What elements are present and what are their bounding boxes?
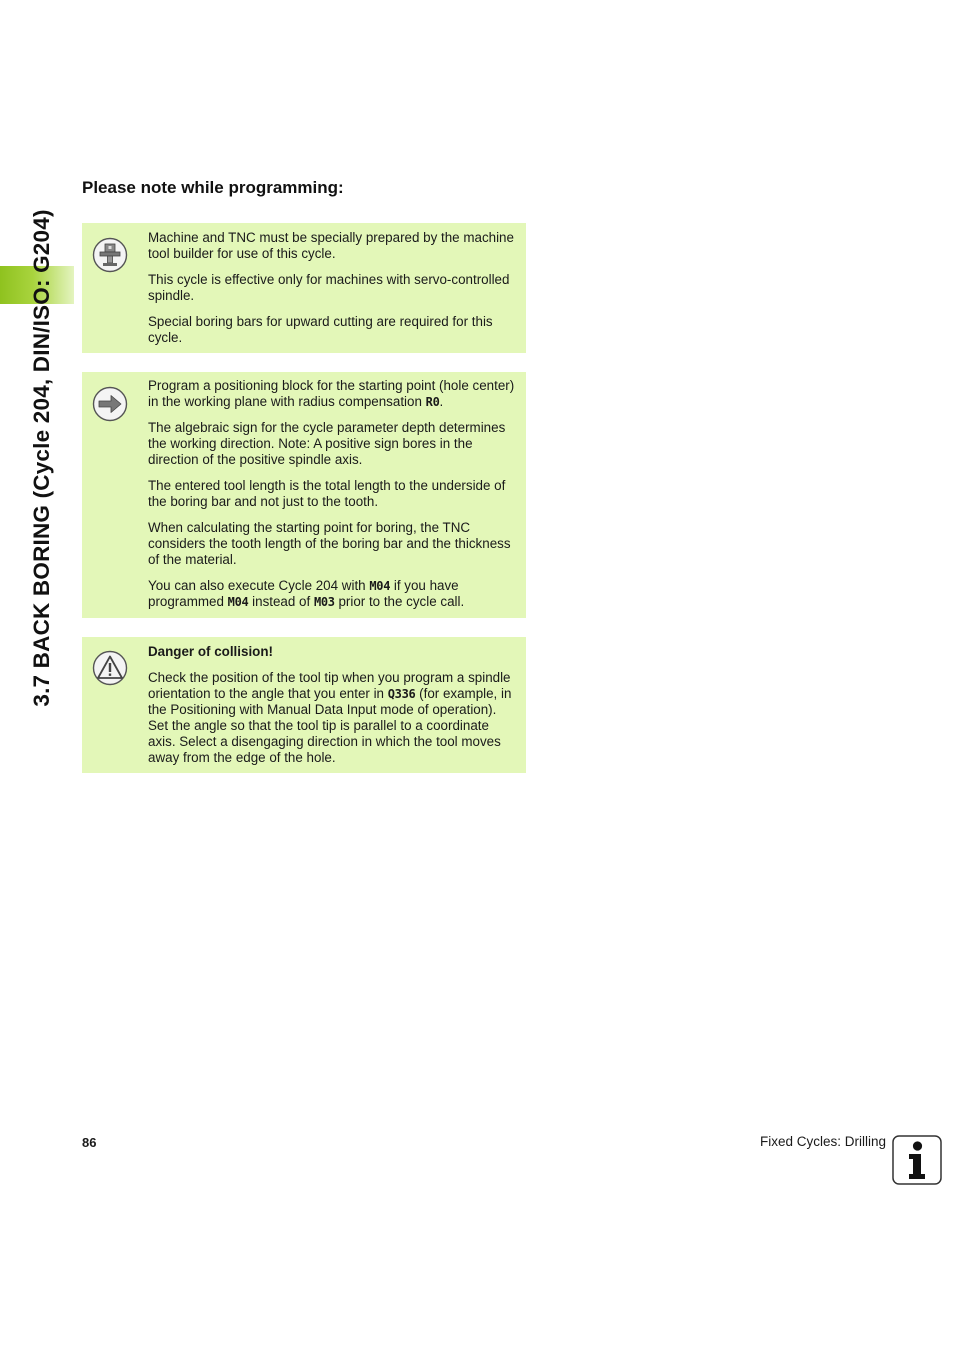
danger-note-paragraph bbox=[148, 670, 516, 766]
code-q336: Q336 bbox=[387, 687, 416, 701]
code-m03: M03 bbox=[313, 595, 335, 609]
text-run: instead of bbox=[248, 594, 314, 609]
page-number: 86 bbox=[82, 1135, 97, 1150]
text-run: Check the position of the tool tip when you program a spindle orientation to the angle that you enter in bbox=[148, 670, 511, 701]
text-run: You can also execute Cycle 204 with bbox=[148, 578, 370, 593]
chapter-title: Fixed Cycles: Drilling bbox=[759, 1134, 886, 1149]
programming-note-paragraph: The algebraic sign for the cycle parameter depth determines the working direction. Note: A positive sign bores in the direction of the positive spindle axis. bbox=[148, 420, 506, 467]
warning-icon bbox=[92, 650, 128, 686]
text-run: Program a positioning block for the starting point (hole center) in the working plane with radius compensation bbox=[148, 378, 515, 409]
machine-note bbox=[82, 223, 526, 353]
code-m04: M04 bbox=[369, 579, 391, 593]
code-m04: M04 bbox=[227, 595, 249, 609]
danger-title: Danger of collision! bbox=[148, 644, 273, 659]
arrow-right-icon bbox=[92, 386, 128, 422]
section-heading: Please note while programming: bbox=[82, 178, 344, 197]
text-run: . bbox=[439, 394, 444, 409]
machine-icon bbox=[92, 237, 128, 273]
machine-note-paragraph: Special boring bars for upward cutting are required for this cycle. bbox=[148, 314, 493, 345]
programming-note-paragraph: The entered tool length is the total length to the underside of the boring bar and not just to the tooth. bbox=[148, 478, 506, 509]
programming-note-paragraph bbox=[148, 578, 516, 610]
programming-note-paragraph: When calculating the starting point for boring, the TNC considers the tooth length of the boring bar and the thickness of the material. bbox=[148, 520, 511, 567]
code-r0: R0 bbox=[425, 395, 440, 409]
info-icon bbox=[892, 1135, 942, 1185]
machine-note-paragraph: Machine and TNC must be specially prepared by the machine tool builder for use of this cycle. bbox=[148, 230, 514, 261]
text-run: if you have programmed bbox=[148, 578, 459, 609]
programming-note bbox=[82, 372, 526, 618]
danger-note bbox=[82, 637, 526, 773]
machine-note-paragraph: This cycle is effective only for machines with servo-controlled spindle. bbox=[148, 272, 510, 303]
text-run: (for example, in the Positioning with Manual Data Input mode of operation). Set the angle so that the tool tip is parallel to a coordinate axis. Select a disengaging direction in which the tool moves away from the edge of the hole. bbox=[148, 686, 512, 765]
programming-note-paragraph bbox=[148, 378, 516, 410]
text-run: prior to the cycle call. bbox=[334, 594, 465, 609]
section-side-title: 3.7 BACK BORING (Cycle 204, DIN/ISO: G204) bbox=[29, 209, 54, 707]
